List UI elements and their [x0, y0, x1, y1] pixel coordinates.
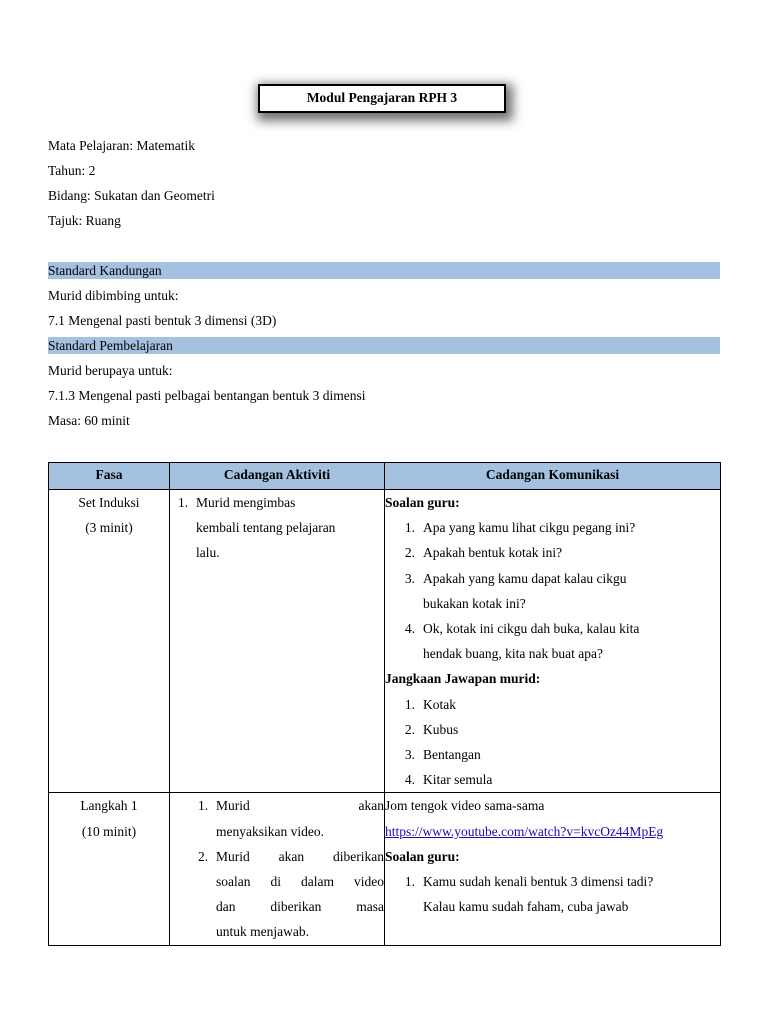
- list-text: Kubus: [423, 721, 459, 737]
- list-text: Apakah bentuk kotak ini?: [423, 545, 563, 561]
- video-intro: Jom tengok video sama-sama: [385, 798, 545, 814]
- list-item: [385, 616, 720, 666]
- activity-text: [216, 793, 384, 843]
- list-text: Apakah yang kamu dapat kalau cikgu: [423, 570, 627, 586]
- activity-number: 1.: [177, 495, 189, 510]
- list-item: [385, 767, 720, 792]
- list-number: 1.: [404, 696, 415, 712]
- activity-line: Murid akan: [216, 798, 384, 814]
- list-item: [385, 869, 720, 919]
- activity-cell: [170, 793, 385, 945]
- header-fasa: Fasa: [49, 463, 170, 490]
- activity-line: kembali tentang pelajaran: [196, 520, 336, 536]
- fasa-cell: [49, 490, 170, 793]
- activity-line: dan diberikan masa: [216, 899, 384, 915]
- list-number: 4.: [404, 772, 415, 788]
- activity-text: [216, 844, 384, 945]
- list-number: 2.: [404, 721, 415, 737]
- activity-cell: [170, 490, 385, 793]
- list-item: [385, 692, 720, 717]
- activity-number: 1.: [197, 798, 209, 814]
- list-text: Kalau kamu sudah faham, cuba jawab: [423, 899, 629, 915]
- activity-line: lalu.: [196, 545, 220, 561]
- communication-cell: [385, 490, 721, 793]
- list-number: 4.: [404, 621, 415, 637]
- list-number: 3.: [404, 747, 415, 763]
- list-text: Kotak: [423, 696, 456, 712]
- activity-item: [190, 844, 384, 945]
- soalan-label: Soalan guru:: [385, 848, 460, 864]
- list-text: hendak buang, kita nak buat apa?: [423, 646, 603, 662]
- fasa-name: Langkah 1: [80, 798, 138, 814]
- soalan-label: Soalan guru:: [385, 495, 460, 510]
- standard-pembelajaran-item: 7.1.3 Mengenal pasti pelbagai bentangan bentuk 3 dimensi: [48, 388, 366, 403]
- activity-line: soalan di dalam video: [216, 874, 384, 890]
- list-number: 1.: [404, 520, 415, 536]
- list-text: Ok, kotak ini cikgu dah buka, kalau kita: [423, 621, 640, 637]
- fasa-cell: [49, 793, 170, 945]
- list-text: Bentangan: [423, 747, 481, 763]
- list-text: bukakan kotak ini?: [423, 595, 526, 611]
- document-title: Modul Pengajaran RPH 3: [258, 84, 506, 113]
- list-text: Apa yang kamu lihat cikgu pegang ini?: [423, 520, 636, 536]
- standard-kandungan-item: 7.1 Mengenal pasti bentuk 3 dimensi (3D): [48, 313, 277, 328]
- header-aktiviti: Cadangan Aktiviti: [170, 463, 385, 490]
- info-topic: Tajuk: Ruang: [48, 213, 121, 228]
- list-item: [385, 540, 720, 565]
- jawapan-label: Jangkaan Jawapan murid:: [385, 671, 541, 687]
- activity-line: untuk menjawab.: [216, 924, 309, 940]
- list-item: [385, 566, 720, 616]
- list-item: [385, 717, 720, 742]
- duration-text: Masa: 60 minit: [48, 413, 130, 428]
- standard-kandungan-section: [48, 258, 720, 433]
- lesson-table: [48, 462, 721, 946]
- table-header-row: [49, 463, 721, 490]
- standard-pembelajaran-intro: Murid berupaya untuk:: [48, 363, 173, 378]
- header-komunikasi: Cadangan Komunikasi: [385, 463, 721, 490]
- list-number: 2.: [404, 545, 415, 561]
- activity-item: [170, 490, 384, 566]
- fasa-time: (3 minit): [85, 520, 133, 536]
- standard-kandungan-heading: Standard Kandungan: [48, 262, 720, 279]
- activity-line: Murid akan diberikan: [216, 848, 384, 864]
- info-year: Tahun: 2: [48, 163, 96, 178]
- info-field: Bidang: Sukatan dan Geometri: [48, 188, 215, 203]
- activity-text: [196, 490, 384, 566]
- video-link[interactable]: https://www.youtube.com/watch?v=kvcOz44MpEg: [385, 823, 664, 839]
- question-list: [385, 869, 720, 919]
- fasa-name: Set Induksi: [78, 495, 140, 510]
- activity-number: 2.: [197, 848, 209, 864]
- standard-pembelajaran-heading: Standard Pembelajaran: [48, 337, 720, 354]
- list-item: [385, 515, 720, 540]
- answer-list: [385, 692, 720, 793]
- table-row: [49, 793, 721, 945]
- list-number: 3.: [404, 570, 415, 586]
- question-list: [385, 515, 720, 666]
- list-text: Kitar semula: [423, 772, 493, 788]
- standard-kandungan-intro: Murid dibimbing untuk:: [48, 288, 179, 303]
- fasa-time: (10 minit): [81, 823, 137, 839]
- activity-line: Murid mengimbas: [196, 495, 296, 510]
- subject-info: [48, 133, 215, 233]
- list-number: 1.: [404, 874, 415, 890]
- communication-cell: [385, 793, 721, 945]
- list-item: [385, 742, 720, 767]
- table-row: [49, 490, 721, 793]
- list-text: Kamu sudah kenali bentuk 3 dimensi tadi?: [423, 874, 654, 890]
- activity-line: menyaksikan video.: [216, 823, 324, 839]
- activity-item: [190, 793, 384, 843]
- info-subject: Mata Pelajaran: Matematik: [48, 138, 195, 153]
